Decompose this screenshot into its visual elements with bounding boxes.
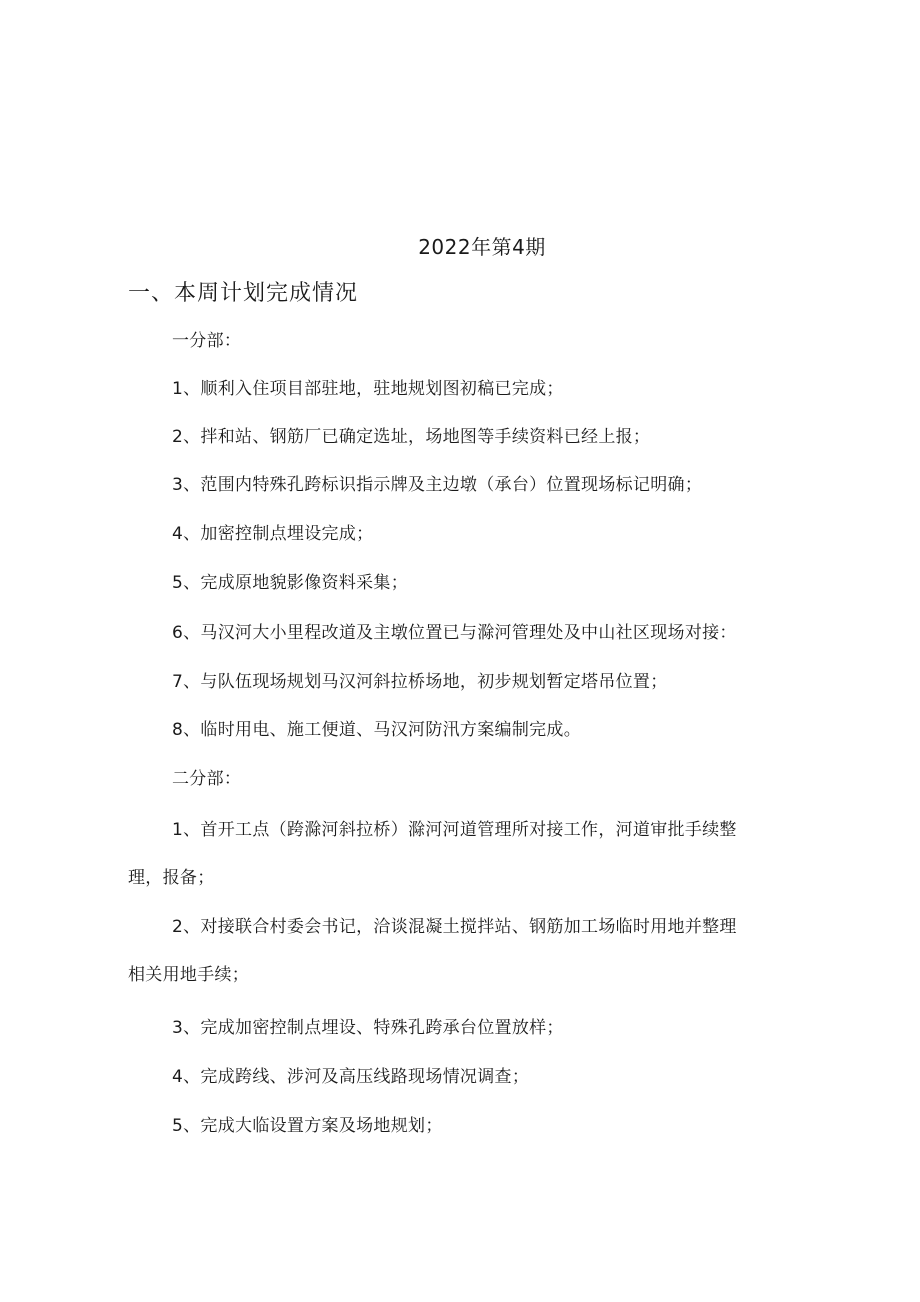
part2-item-2 [128, 903, 828, 999]
part1-item-8: 8、临时用电、施工便道、马汉河防汛方案编制完成。 [172, 720, 582, 740]
part2-item-3: 3、完成加密控制点埋设、特殊孔跨承台位置放样； [172, 1018, 564, 1038]
part1-item-5: 5、完成原地貌影像资料采集； [172, 573, 409, 593]
part1-heading: 一分部： [172, 331, 242, 351]
issue-title: 2022年第4期 [418, 235, 546, 259]
part1-item-4: 4、加密控制点埋设完成； [172, 524, 374, 544]
part2-item-5: 5、完成大临设置方案及场地规划； [172, 1116, 443, 1136]
part1-item-6: 6、马汉河大小里程改道及主墩位置已与滁河管理处及中山社区现场对接： [172, 623, 737, 643]
part2-item-2-line-1: 2、对接联合村委会书记，洽谈混凝土搅拌站、钢筋加工场临时用地并整理 [172, 917, 737, 937]
section-heading: 一、本周计划完成情况 [128, 281, 359, 306]
part1-item-2: 2、拌和站、钢筋厂已确定选址，场地图等手续资料已经上报； [172, 427, 651, 447]
part1-item-1: 1、顺利入住项目部驻地，驻地规划图初稿已完成； [172, 379, 564, 399]
part2-item-4: 4、完成跨线、涉河及高压线路现场情况调查； [172, 1067, 530, 1087]
part2-item-1 [128, 806, 828, 902]
part2-item-1-line-2: 理，报备； [128, 868, 215, 888]
part2-item-2-line-2: 相关用地手续； [128, 965, 250, 985]
part1-item-7: 7、与队伍现场规划马汉河斜拉桥场地，初步规划暂定塔吊位置； [172, 672, 668, 692]
part2-item-1-line-1: 1、首开工点（跨滁河斜拉桥）滁河河道管理所对接工作，河道审批手续整 [172, 820, 737, 840]
part2-heading: 二分部： [172, 769, 242, 789]
part1-item-3: 3、范围内特殊孔跨标识指示牌及主边墩（承台）位置现场标记明确； [172, 475, 703, 495]
